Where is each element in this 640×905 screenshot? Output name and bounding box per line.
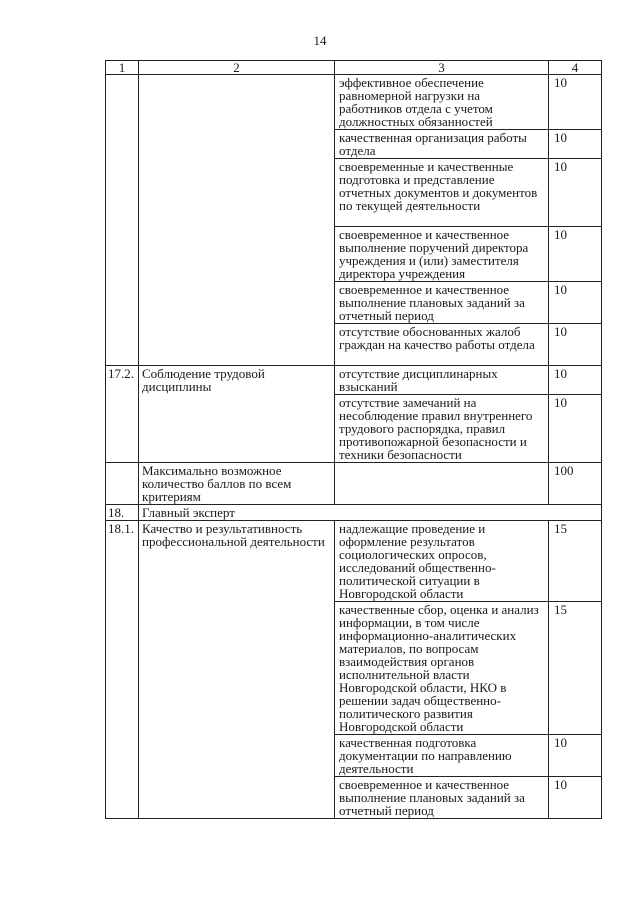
column-header-3: 3 [335, 61, 549, 75]
criterion-cell [335, 463, 549, 505]
column-header-4: 4 [549, 61, 602, 75]
criterion-cell: качественная подготовка документации по направлению деятельности [335, 735, 549, 777]
row-number-cell: 18. [106, 505, 139, 521]
indicator-cell: Максимально возможное количество баллов по всем критериям [139, 463, 335, 505]
criterion-cell: отсутствие замечаний на несоблюдение правил внутреннего трудового распорядка, правил противопожарной безопасности и техники безопасности [335, 395, 549, 463]
score-cell: 10 [549, 324, 602, 366]
criterion-cell: отсутствие дисциплинарных взысканий [335, 366, 549, 395]
criterion-cell: своевременные и качественные подготовка и представление отчетных документов и документов по текущей деятельности [335, 159, 549, 227]
table-row [106, 75, 602, 130]
row-number-cell [106, 75, 139, 366]
table-row [106, 366, 602, 395]
table-row [106, 463, 602, 505]
criterion-cell: отсутствие обоснованных жалоб граждан на качество работы отдела [335, 324, 549, 366]
criterion-cell: качественные сбор, оценка и анализ информации, в том числе информационно-аналитических материалов, по вопросам взаимодействия органов исполнительной власти Новгородской области, НКО в решении задач общественно-политического развития Новгородской области [335, 602, 549, 735]
criterion-cell: своевременное и качественное выполнение плановых заданий за отчетный период [335, 777, 549, 819]
table-row [106, 521, 602, 602]
row-number-cell: 18.1. [106, 521, 139, 819]
score-cell: 100 [549, 463, 602, 505]
table-row [106, 505, 602, 521]
score-cell: 10 [549, 130, 602, 159]
score-cell: 10 [549, 366, 602, 395]
table-header-row [106, 61, 602, 75]
criterion-cell: своевременное и качественное выполнение плановых заданий за отчетный период [335, 282, 549, 324]
criterion-cell: своевременное и качественное выполнение поручений директора учреждения и (или) заместителя директора учреждения [335, 227, 549, 282]
criterion-cell: эффективное обеспечение равномерной нагрузки на работников отдела с учетом должностных обязанностей [335, 75, 549, 130]
row-number-cell: 17.2. [106, 366, 139, 463]
indicator-cell: Качество и результативность профессиональной деятельности [139, 521, 335, 819]
score-cell: 10 [549, 395, 602, 463]
section-heading-cell: Главный эксперт [139, 505, 602, 521]
score-cell: 10 [549, 159, 602, 227]
score-cell: 10 [549, 75, 602, 130]
indicator-cell: Соблюдение трудовой дисциплины [139, 366, 335, 463]
score-cell: 15 [549, 521, 602, 602]
page-number: 14 [313, 33, 327, 48]
indicator-cell [139, 75, 335, 366]
criterion-cell: качественная организация работы отдела [335, 130, 549, 159]
row-number-cell [106, 463, 139, 505]
column-header-2: 2 [139, 61, 335, 75]
score-cell: 10 [549, 282, 602, 324]
score-cell: 15 [549, 602, 602, 735]
score-cell: 10 [549, 735, 602, 777]
criterion-cell: надлежащие проведение и оформление результатов социологических опросов, исследований общественно-политической ситуации в Новгородской области [335, 521, 549, 602]
score-cell: 10 [549, 777, 602, 819]
score-cell: 10 [549, 227, 602, 282]
criteria-table [105, 60, 602, 819]
column-header-1: 1 [106, 61, 139, 75]
